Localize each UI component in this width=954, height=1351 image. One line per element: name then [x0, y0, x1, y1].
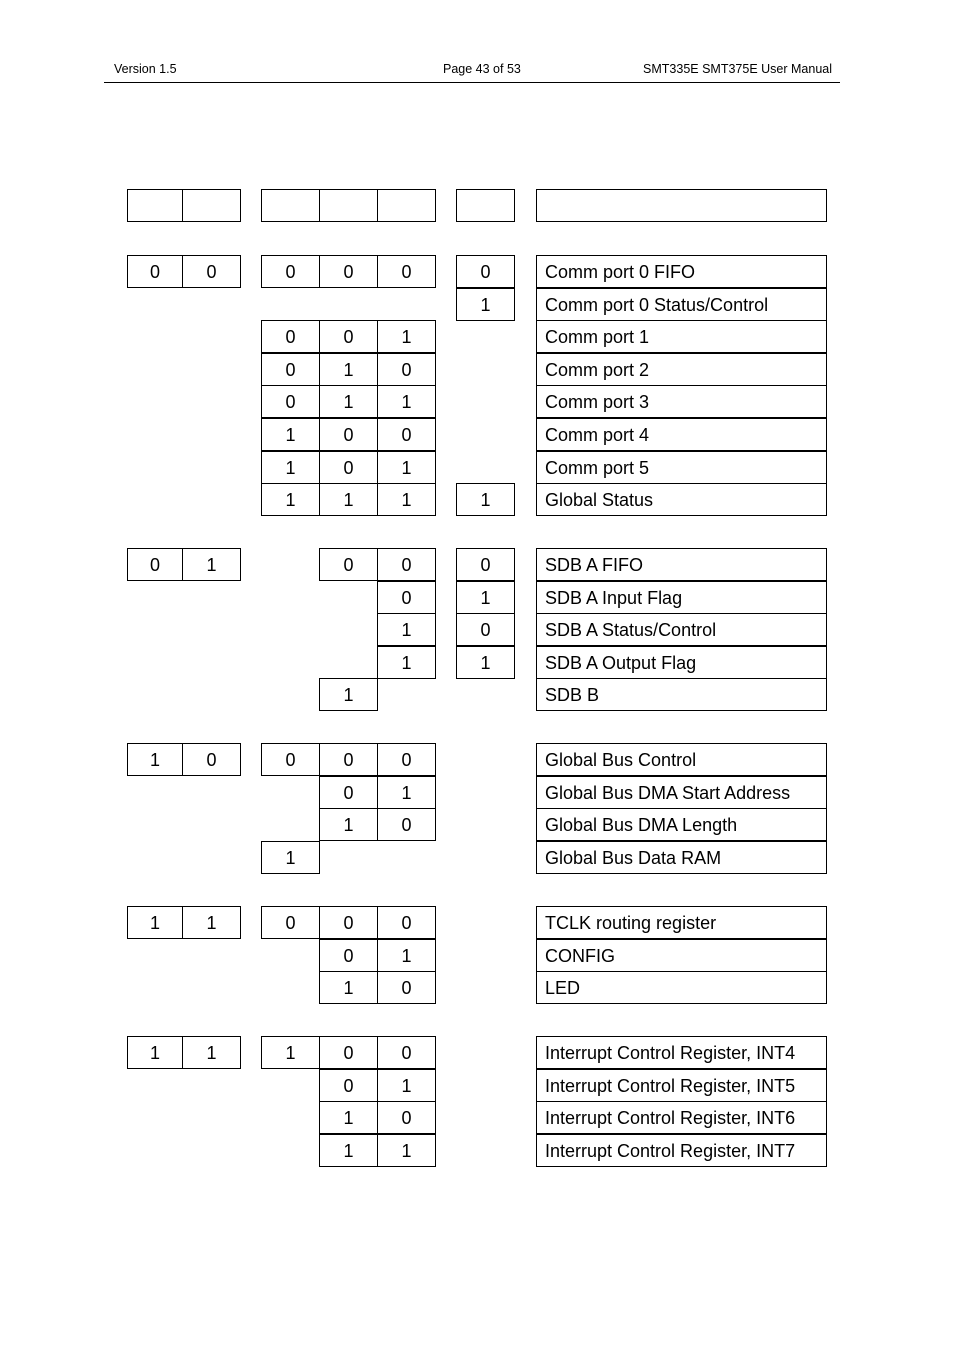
address-bit-cell: 1: [377, 646, 436, 679]
address-bit-cell: 0: [377, 743, 436, 776]
header-box: [456, 189, 515, 222]
address-bit-cell: 0: [456, 548, 515, 581]
register-description-cell: Comm port 3: [536, 385, 827, 418]
address-bit-cell: 0: [182, 743, 241, 776]
address-bit-cell: 0: [319, 906, 378, 939]
register-description-cell: Global Bus Data RAM: [536, 841, 827, 874]
address-bit-cell: 0: [319, 418, 378, 451]
register-description-cell: Comm port 4: [536, 418, 827, 451]
address-bit-cell: 0: [377, 808, 436, 841]
address-bit-cell: 1: [319, 353, 378, 386]
address-bit-cell: 0: [377, 1101, 436, 1134]
header-box: [127, 189, 183, 222]
header-version: Version 1.5: [114, 62, 177, 76]
address-bit-cell: 1: [319, 385, 378, 418]
address-bit-cell: 0: [377, 353, 436, 386]
address-bit-cell: 0: [261, 353, 320, 386]
address-bit-cell: 0: [127, 255, 183, 288]
address-bit-cell: 1: [261, 841, 320, 874]
address-bit-cell: 1: [319, 808, 378, 841]
register-description-cell: Global Bus DMA Length: [536, 808, 827, 841]
register-description-cell: SDB A FIFO: [536, 548, 827, 581]
register-description-cell: Comm port 5: [536, 451, 827, 484]
address-bit-cell: 1: [127, 906, 183, 939]
address-bit-cell: 1: [319, 1134, 378, 1167]
address-bit-cell: 0: [261, 385, 320, 418]
address-bit-cell: 1: [456, 483, 515, 516]
address-bit-cell: 0: [319, 743, 378, 776]
register-description-cell: Interrupt Control Register, INT7: [536, 1134, 827, 1167]
register-description-cell: Comm port 2: [536, 353, 827, 386]
register-description-cell: Comm port 0 FIFO: [536, 255, 827, 288]
address-bit-cell: 1: [377, 320, 436, 353]
header-box: [377, 189, 436, 222]
address-bit-cell: 0: [261, 906, 320, 939]
address-bit-cell: 1: [319, 1101, 378, 1134]
address-bit-cell: 0: [456, 255, 515, 288]
address-bit-cell: 1: [377, 483, 436, 516]
address-bit-cell: 0: [377, 1036, 436, 1069]
address-bit-cell: 1: [377, 451, 436, 484]
register-description-cell: Comm port 0 Status/Control: [536, 288, 827, 321]
address-bit-cell: 0: [261, 320, 320, 353]
address-bit-cell: 0: [127, 548, 183, 581]
address-bit-cell: 0: [456, 613, 515, 646]
address-bit-cell: 1: [377, 776, 436, 809]
address-bit-cell: 1: [261, 1036, 320, 1069]
address-bit-cell: 0: [182, 255, 241, 288]
address-bit-cell: 0: [377, 255, 436, 288]
address-bit-cell: 1: [182, 906, 241, 939]
register-description-cell: Global Bus DMA Start Address: [536, 776, 827, 809]
address-bit-cell: 0: [377, 906, 436, 939]
address-bit-cell: 1: [261, 483, 320, 516]
register-description-cell: SDB A Input Flag: [536, 581, 827, 614]
header-box: [536, 189, 827, 222]
address-bit-cell: 1: [456, 646, 515, 679]
address-bit-cell: 1: [377, 1134, 436, 1167]
register-description-cell: TCLK routing register: [536, 906, 827, 939]
register-description-cell: Comm port 1: [536, 320, 827, 353]
register-description-cell: SDB A Output Flag: [536, 646, 827, 679]
address-bit-cell: 1: [127, 743, 183, 776]
address-bit-cell: 0: [319, 1069, 378, 1102]
address-bit-cell: 0: [319, 451, 378, 484]
register-description-cell: SDB A Status/Control: [536, 613, 827, 646]
address-bit-cell: 1: [456, 581, 515, 614]
header-rule: [104, 82, 840, 83]
address-bit-cell: 0: [261, 255, 320, 288]
address-bit-cell: 1: [261, 451, 320, 484]
address-bit-cell: 0: [319, 939, 378, 972]
register-description-cell: Interrupt Control Register, INT4: [536, 1036, 827, 1069]
address-bit-cell: 1: [182, 548, 241, 581]
header-page-number: Page 43 of 53: [443, 62, 521, 76]
register-description-cell: Global Status: [536, 483, 827, 516]
register-description-cell: Global Bus Control: [536, 743, 827, 776]
address-bit-cell: 0: [377, 581, 436, 614]
register-description-cell: Interrupt Control Register, INT6: [536, 1101, 827, 1134]
address-bit-cell: 1: [127, 1036, 183, 1069]
address-bit-cell: 1: [377, 939, 436, 972]
address-bit-cell: 1: [319, 971, 378, 1004]
register-description-cell: LED: [536, 971, 827, 1004]
address-bit-cell: 1: [319, 483, 378, 516]
address-bit-cell: 1: [456, 288, 515, 321]
address-bit-cell: 1: [319, 678, 378, 711]
header-box: [319, 189, 378, 222]
address-bit-cell: 0: [377, 971, 436, 1004]
address-bit-cell: 0: [377, 548, 436, 581]
address-bit-cell: 0: [377, 418, 436, 451]
address-bit-cell: 1: [377, 1069, 436, 1102]
address-bit-cell: 1: [182, 1036, 241, 1069]
address-bit-cell: 0: [319, 1036, 378, 1069]
address-bit-cell: 1: [377, 613, 436, 646]
header-box: [261, 189, 320, 222]
address-bit-cell: 0: [319, 776, 378, 809]
address-bit-cell: 0: [319, 548, 378, 581]
address-bit-cell: 0: [319, 255, 378, 288]
register-description-cell: CONFIG: [536, 939, 827, 972]
register-description-cell: SDB B: [536, 678, 827, 711]
header-box: [182, 189, 241, 222]
address-bit-cell: 0: [261, 743, 320, 776]
register-description-cell: Interrupt Control Register, INT5: [536, 1069, 827, 1102]
address-bit-cell: 1: [377, 385, 436, 418]
address-bit-cell: 1: [261, 418, 320, 451]
address-bit-cell: 0: [319, 320, 378, 353]
header-manual-title: SMT335E SMT375E User Manual: [643, 62, 832, 76]
